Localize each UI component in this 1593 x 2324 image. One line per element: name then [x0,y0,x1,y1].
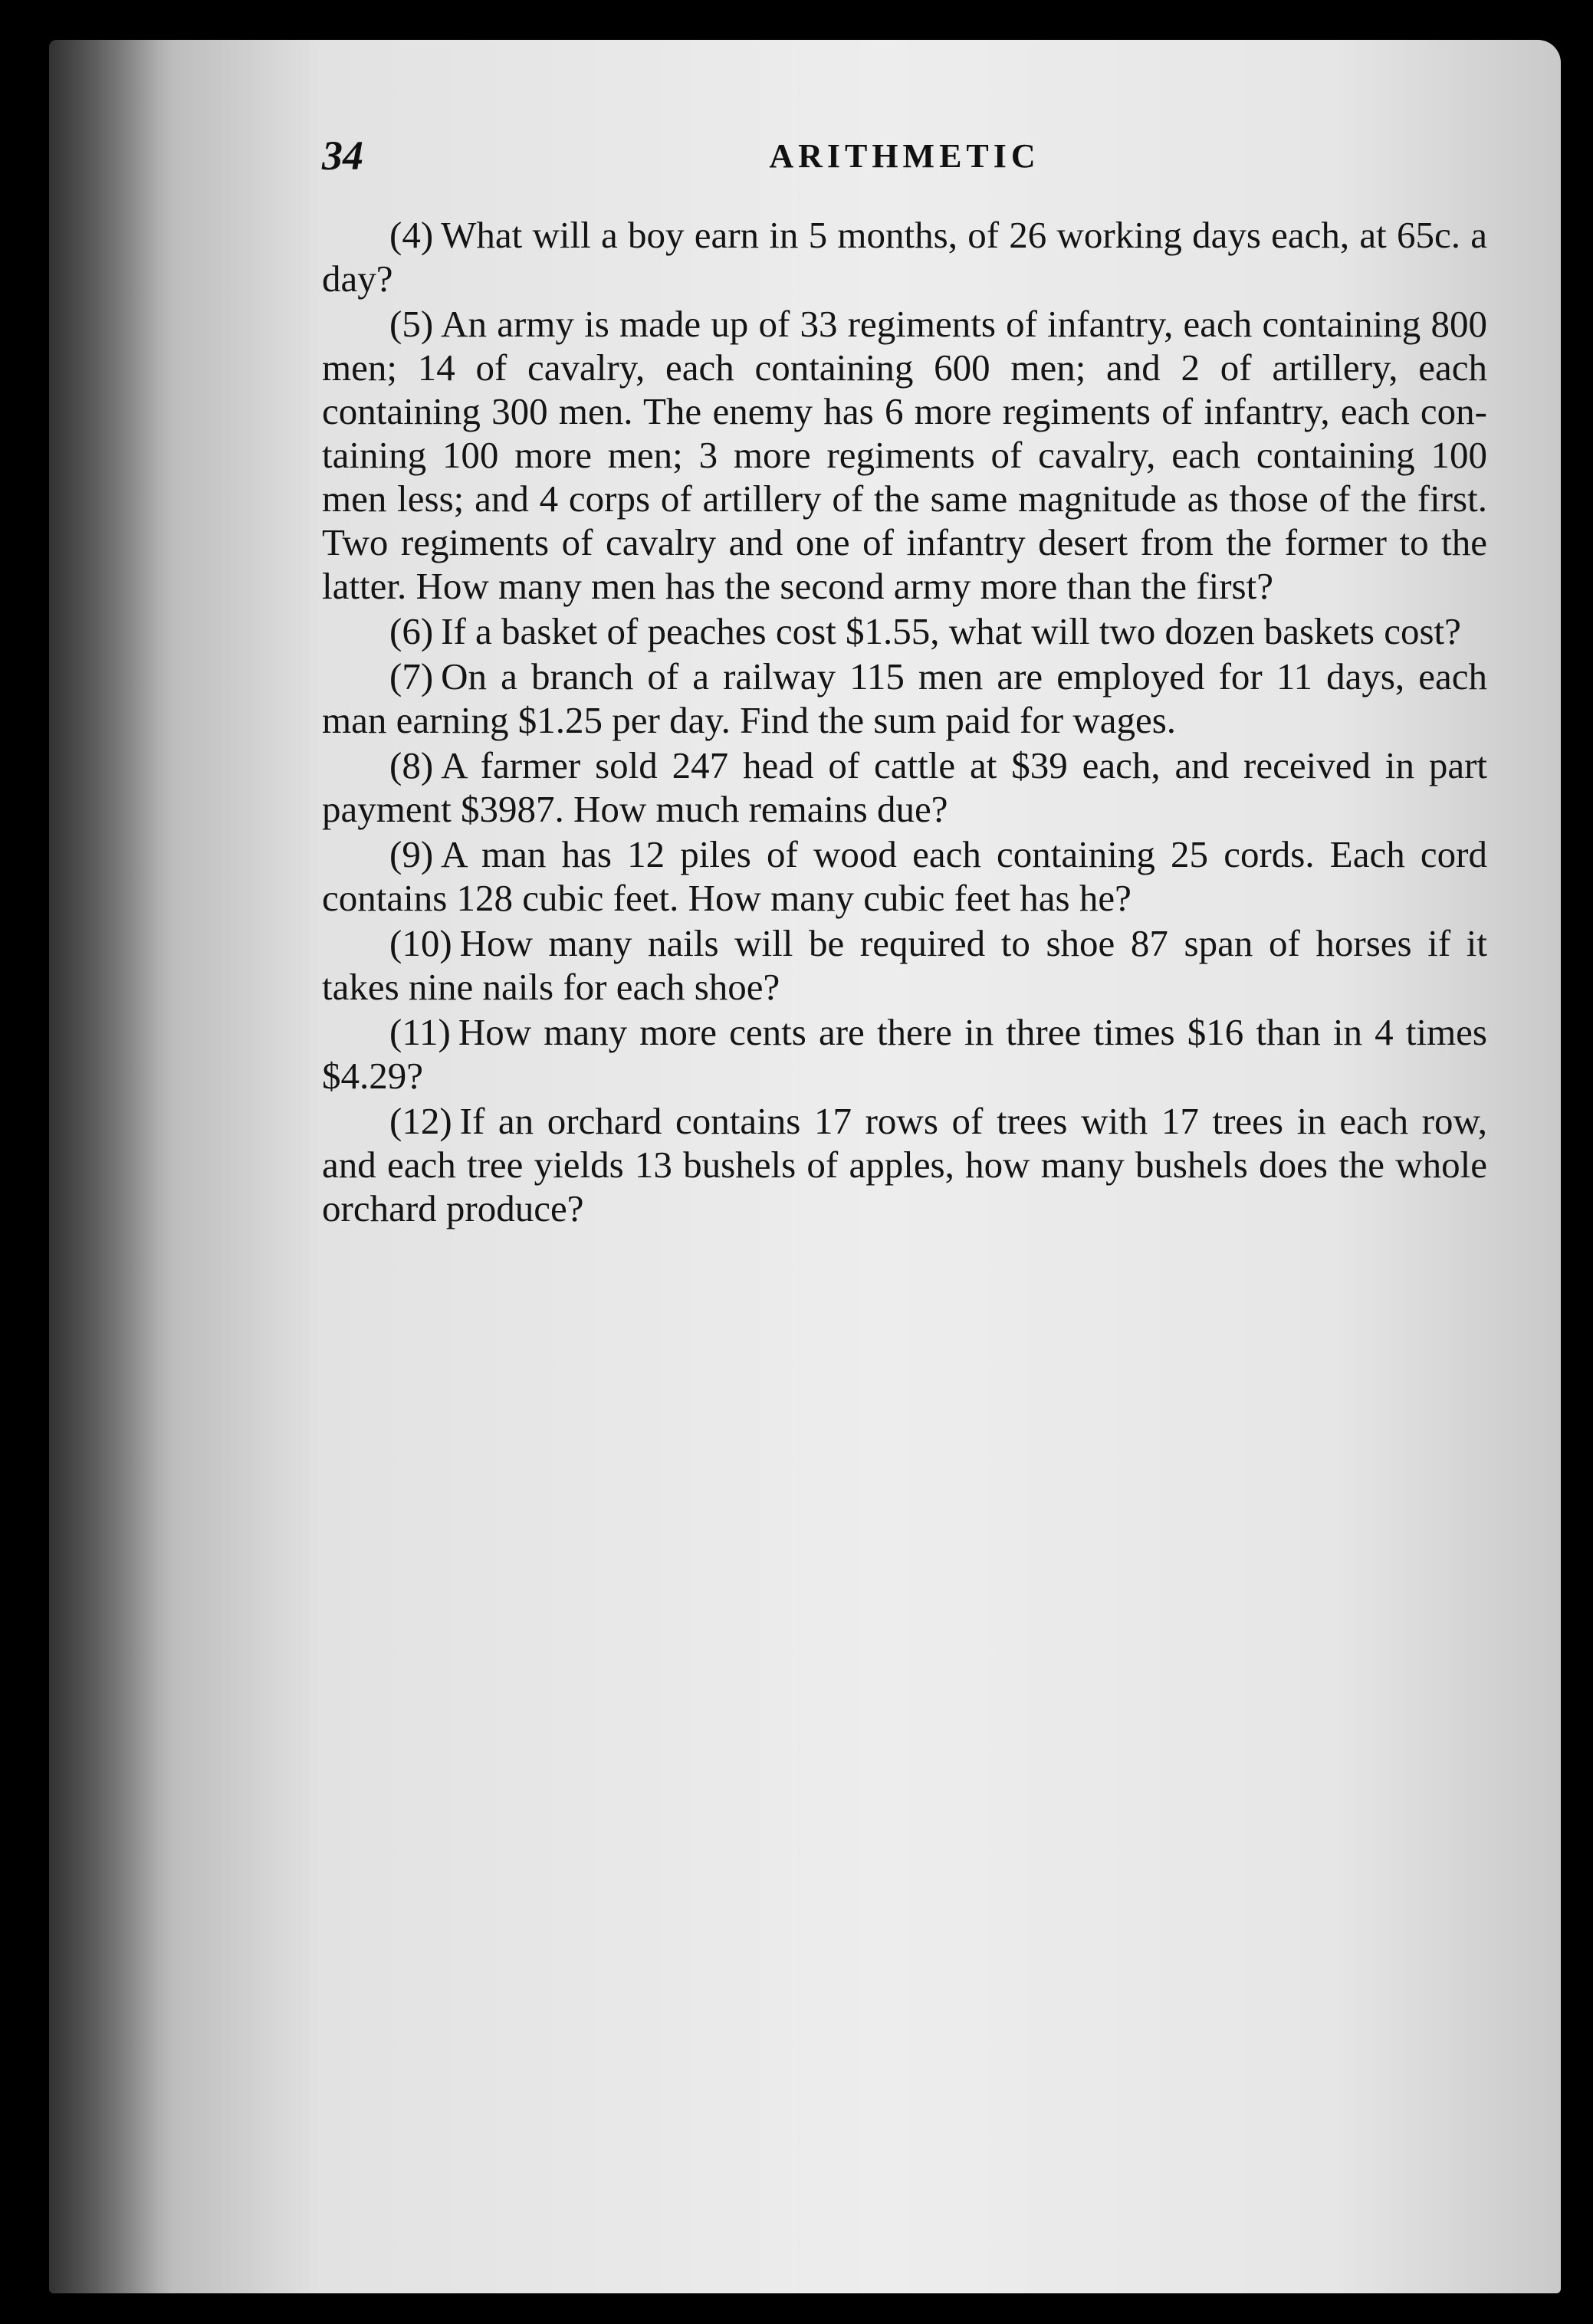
problem-number: (9) [389,833,434,875]
problem-number: (6) [389,610,434,652]
problem-text: How many nails will be required to shoe 87 span of horses if it takes nine nails for each shoe? [322,922,1487,1008]
problem-number: (8) [389,744,434,786]
problem-number: (4) [389,214,434,256]
problem-text: What will a boy earn in 5 months, of 26 working days each, at 65c. a day? [322,214,1487,300]
problem-number: (11) [389,1011,451,1053]
problem-text: An army is made up of 33 regiments of infantry, each containing 800 men; 14 of cavalry, each containing 600 men; and 2 of artillery, each containing 300 men. The enemy has 6 more regiments of infantry, each containing 100 more men; 3 more regiments of cavalry, each containing 100 men less; and 4 corps of artillery of the same magnitude as those of the first. Two regiments of cavalry and one of infantry desert from the former to the latter. How many men has the second army more than the first? [322,303,1487,607]
problem-list [322,213,1487,1232]
problem-text: If a basket of peaches cost $1.55, what will two dozen baskets cost? [441,610,1461,652]
problem-7 [322,655,1487,742]
problem-6 [322,609,1487,653]
problem-number: (5) [389,303,434,345]
problem-number: (10) [389,922,452,964]
problem-10 [322,921,1487,1009]
problem-text: On a branch of a railway 115 men are employed for 11 days, each man earning $1.25 per day. Find the sum paid for wages. [322,655,1487,741]
problem-text: How many more cents are there in three times $16 than in 4 times $4.29? [322,1011,1487,1097]
running-title: ARITHMETIC [769,137,1040,175]
page-header [322,132,1487,193]
problem-9 [322,832,1487,920]
problem-12 [322,1099,1487,1230]
problem-text: A man has 12 piles of wood each containing 25 cords. Each cord contains 128 cubic feet. How many cubic feet has he? [322,833,1487,919]
problem-8 [322,743,1487,831]
spine-shadow [49,40,172,2293]
problem-text: A farmer sold 247 head of cattle at $39 each, and received in part payment $3987. How much remains due? [322,744,1487,830]
problem-number: (12) [389,1100,452,1142]
problem-11 [322,1010,1487,1098]
problem-5 [322,302,1487,608]
problem-number: (7) [389,655,434,698]
problem-4 [322,213,1487,300]
problem-text: If an orchard contains 17 rows of trees with 17 trees in each row, and each tree yields 13 bushels of apples, how many bushels does the whole orchard produce? [322,1100,1487,1229]
page-number: 34 [322,133,363,179]
